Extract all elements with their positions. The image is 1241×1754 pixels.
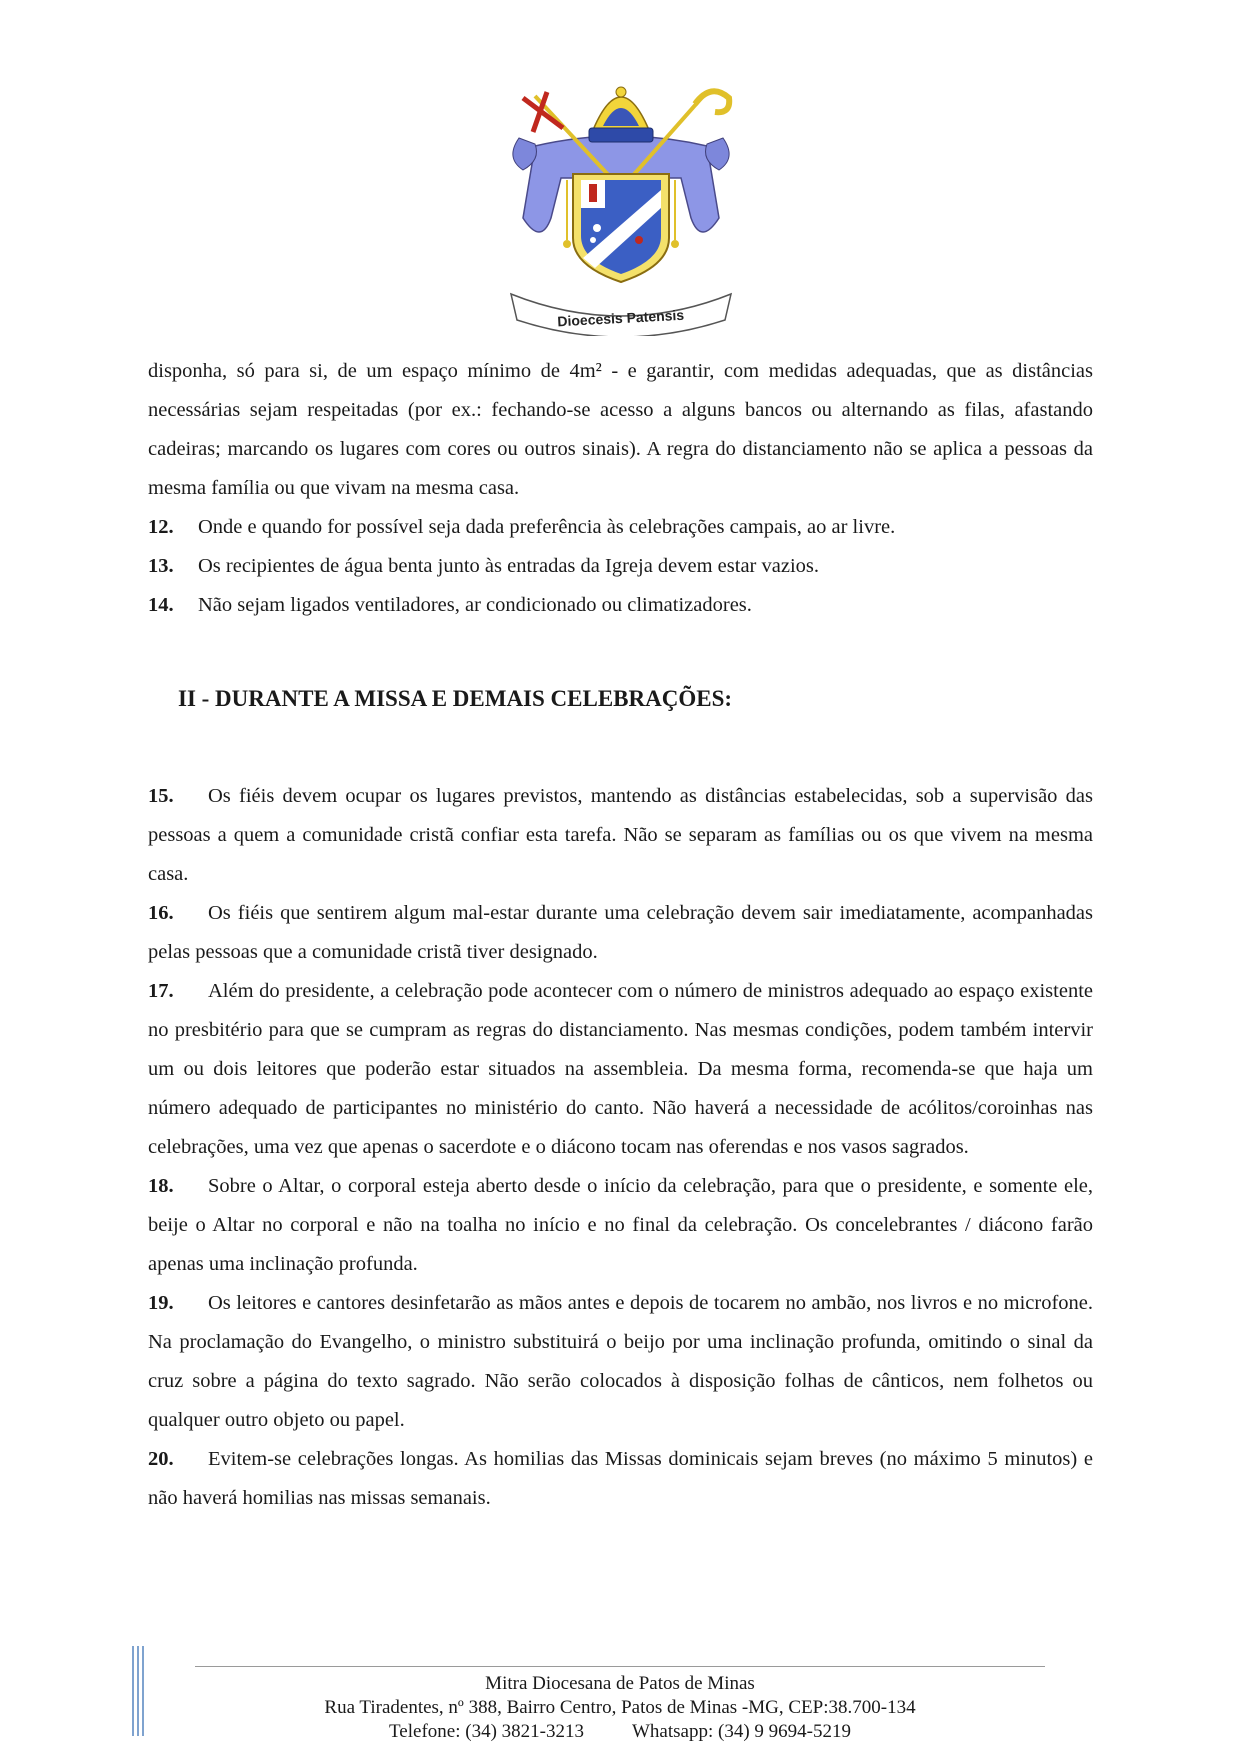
list-item (148, 1284, 1093, 1440)
item-number: 12. (148, 516, 174, 538)
intro-paragraph: disponha, só para si, de um espaço mínimo de 4m² - e garantir, com medidas adequadas, que as distâncias necessárias sejam respeitadas (por ex.: fechando-se acesso a alguns bancos ou alternando as filas, afastando cadeiras; marcando os lugares com cores ou outros sinais). A regra do distanciamento não se aplica a pessoas da mesma família ou que vivam na mesma casa. (148, 360, 1093, 499)
footer-decorative-bars (132, 1646, 146, 1736)
item-text: Além do presidente, a celebração pode acontecer com o número de ministros adequado ao espaço existente no presbitério para que se cumpram as regras do distanciamento. Nas mesmas condições, podem também intervir um ou dois leitores que poderão estar situados na assembleia. Da mesma forma, recomenda-se que haja um número adequado de participantes no ministério do canto. Não haverá a necessidade de acólitos/coroinhas nas celebrações, uma vez que apenas o sacerdote e o diácono tocam nas oferendas e nos vasos sagrados. (148, 980, 1093, 1158)
footer-whatsapp: Whatsapp: (34) 9 9694-5219 (631, 1721, 851, 1742)
item-number: 16. (148, 902, 174, 924)
item-number: 19. (148, 1292, 174, 1314)
item-number: 18. (148, 1175, 174, 1197)
list-item (148, 586, 1093, 625)
item-number: 17. (148, 980, 174, 1002)
item-text: Os fiéis que sentirem algum mal-estar durante uma celebração devem sair imediatamente, acompanhadas pelas pessoas que a comunidade cristã tiver designado. (148, 902, 1093, 963)
list-item (148, 777, 1093, 894)
item-text: Os leitores e cantores desinfetarão as mãos antes e depois de tocarem no ambão, nos livros e no microfone. Na proclamação do Evangelho, o ministro substituirá o beijo por uma inclinação profunda, omitindo o sinal da cruz sobre a página do texto sagrado. Não serão colocados à disposição folhas de cânticos, nem folhetos ou qualquer outro objeto ou papel. (148, 1292, 1093, 1431)
item-text: Os recipientes de água benta junto às entradas da Igreja devem estar vazios. (198, 555, 820, 577)
item-text: Onde e quando for possível seja dada preferência às celebrações campais, ao ar livre. (198, 516, 896, 538)
footer-contacts (195, 1720, 1045, 1744)
crest-motto: Dioecesis Patensis (556, 306, 685, 330)
item-text: Evitem-se celebrações longas. As homilias das Missas dominicais sejam breves (no máximo 5 minutos) e não haverá homilias nas missas semanais. (148, 1448, 1093, 1509)
diocese-crest-logo (505, 68, 737, 336)
item-text: Não sejam ligados ventiladores, ar condicionado ou climatizadores. (198, 594, 752, 616)
item-number: 20. (148, 1448, 174, 1470)
document-body (148, 352, 1093, 1518)
footer-divider (195, 1666, 1045, 1667)
footer-address: Rua Tiradentes, nº 388, Bairro Centro, Patos de Minas -MG, CEP:38.700-134 (324, 1697, 916, 1718)
list-item (148, 547, 1093, 586)
item-number: 15. (148, 785, 174, 807)
item-number: 13. (148, 555, 174, 577)
item-text: Os fiéis devem ocupar os lugares previstos, mantendo as distâncias estabelecidas, sob a supervisão das pessoas a quem a comunidade cristã confiar esta tarefa. Não se separam as famílias ou os que vivem na mesma casa. (148, 785, 1093, 885)
list-item (148, 972, 1093, 1167)
footer-phone: Telefone: (34) 3821-3213 (389, 1721, 584, 1742)
list-item (148, 508, 1093, 547)
item-text: Sobre o Altar, o corporal esteja aberto desde o início da celebração, para que o presidente, e somente ele, beije o Altar no corporal e não na toalha no início e no final da celebração. Os concelebrantes / diácono farão apenas uma inclinação profunda. (148, 1175, 1093, 1275)
item-number: 14. (148, 594, 174, 616)
list-item (148, 1167, 1093, 1284)
section1-list (148, 508, 1093, 625)
list-item (148, 1440, 1093, 1518)
section2-list (148, 777, 1093, 1518)
page-footer (195, 1672, 1045, 1744)
list-item (148, 894, 1093, 972)
section-heading: II - DURANTE A MISSA E DEMAIS CELEBRAÇÕES: (178, 686, 733, 711)
footer-org: Mitra Diocesana de Patos de Minas (485, 1673, 755, 1694)
